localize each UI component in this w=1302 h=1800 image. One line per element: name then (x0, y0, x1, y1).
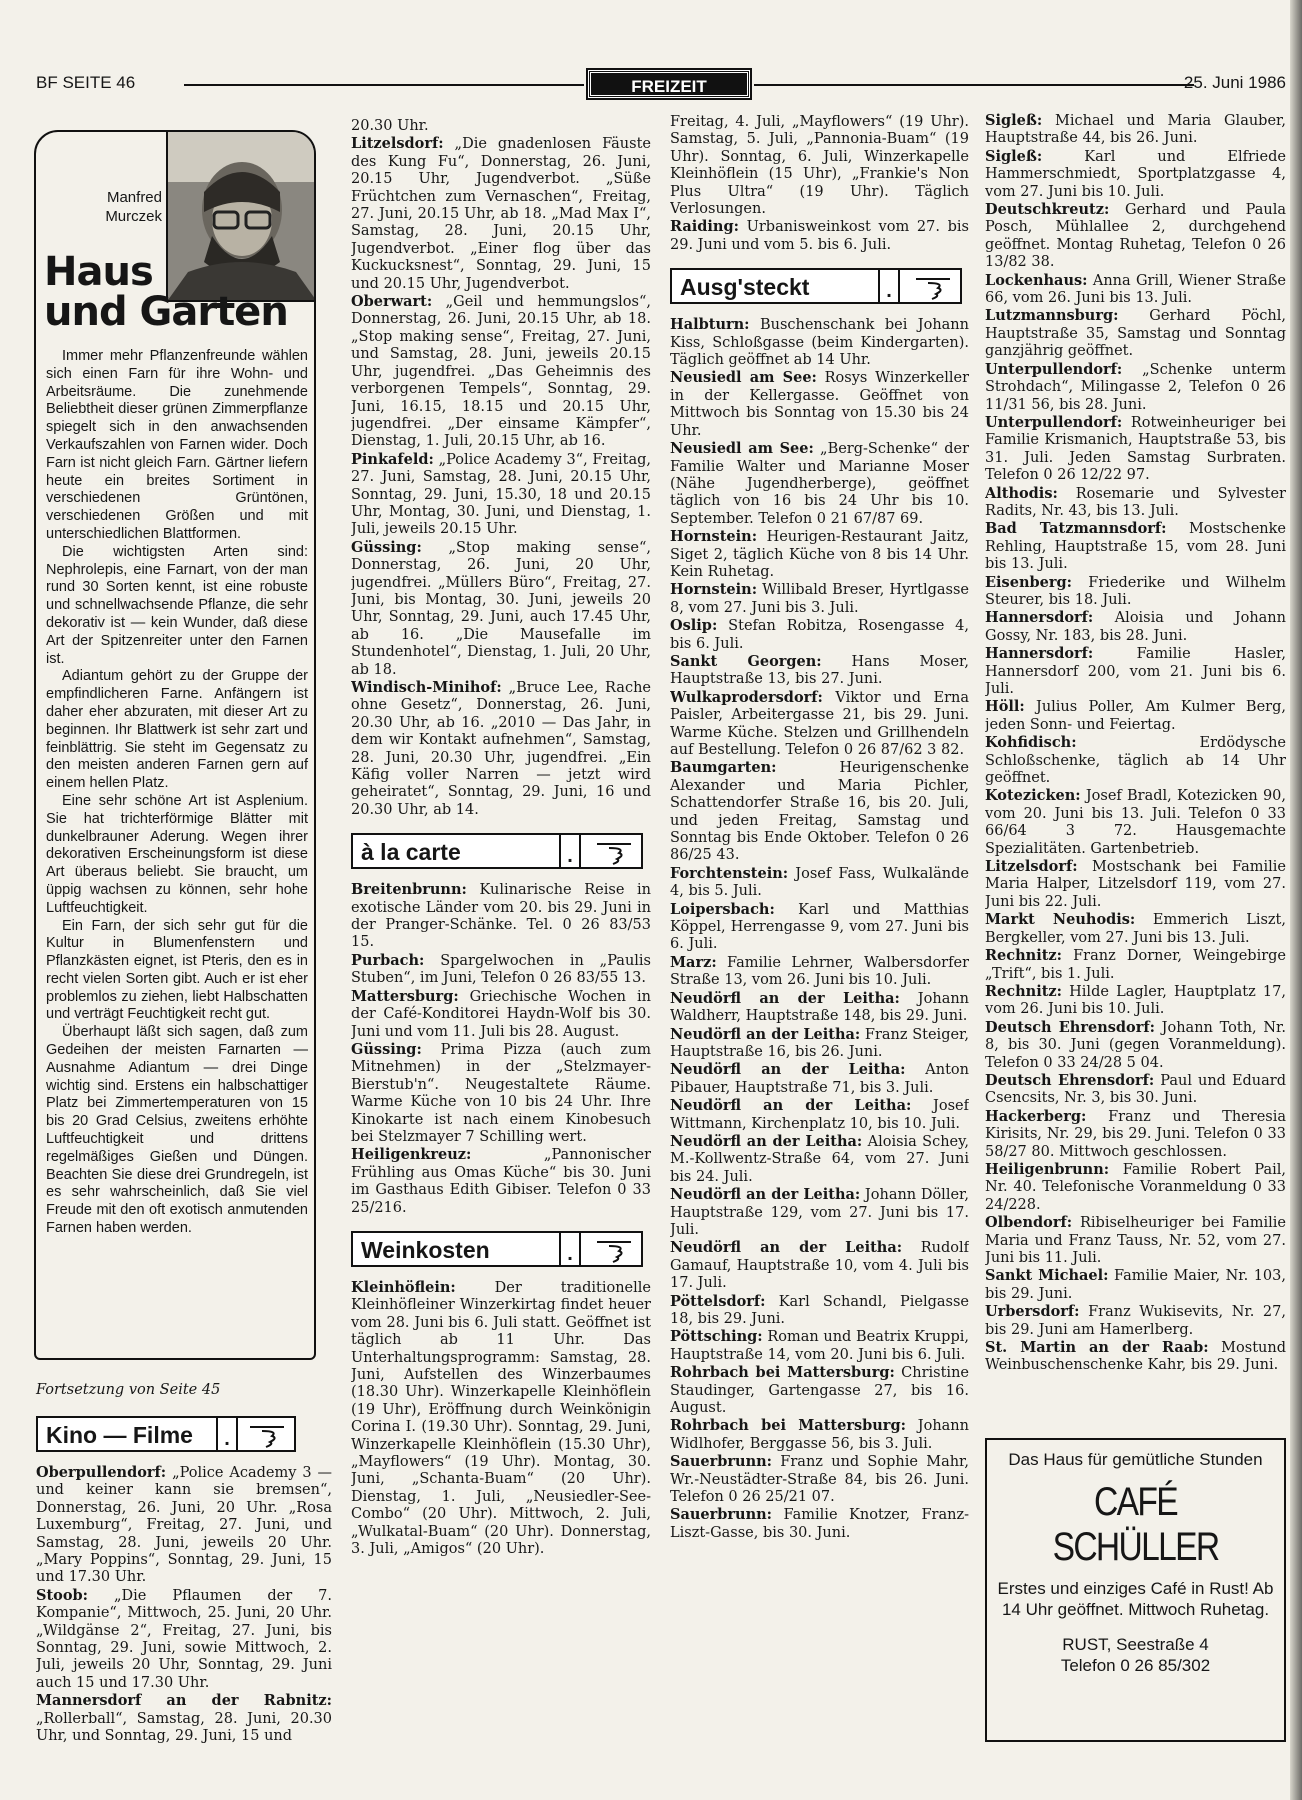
list-item: Purbach: Spargelwochen in „Paulis Stuben“, im Juni, Telefon 0 26 83/55 13. (351, 951, 651, 987)
list-item: Neudörfl an der Leitha: Franz Steiger, Hauptstraße 16, bis 26. Juni. (670, 1025, 969, 1060)
list-item: Hornstein: Willibald Breser, Hyrtlgasse 8, vom 27. Juni bis 3. Juli. (670, 581, 969, 616)
list-item: Höll: Julius Poller, Am Kulmer Berg, jeden Sonn- und Feiertag. (985, 698, 1286, 733)
cafe-advertisement: Das Haus für gemütliche Stunden CAFÉ SCHÜLLER Erstes und einziges Café in Rust! Ab 14 Uhr geöffnet. Mittwoch Ruhetag. RUST, Seestraße 4 Telefon 0 26 85/302 (985, 1438, 1286, 1742)
list-item: Litzelsdorf: „Die gnadenlosen Fäuste des Kung Fu“, Donnerstag, 26. Juni, 20.15 Uhr, Jugendverbot. „Süße Früchtchen zum Vernaschen“, Freitag, 27. Juni, 20.15 Uhr, ab 18. „Mad Max I“, Samstag, 28. Juni, 20.15 Uhr, Jugendverbot. „Einer flog über das Kuckucksnest“, Sonntag, 29. Juni, 15 und 20.15 Uhr, Jugendverbot. (351, 135, 651, 292)
list-item: Eisenberg: Friederike und Wilhelm Steurer, bis 18. Juli. (985, 573, 1286, 608)
list-item: Lockenhaus: Anna Grill, Wiener Straße 66, vom 26. Juni bis 13. Juli. (985, 271, 1286, 307)
list-item: Markt Neuhodis: Emmerich Liszt, Bergkeller, vom 27. Juni bis 13. Juli. (985, 911, 1286, 946)
pointing-hand-icon (248, 1422, 286, 1448)
list-item: Hannersdorf: Familie Hasler, Hannersdorf 200, vom 21. Juni bis 6. Juli. (985, 645, 1286, 697)
list-item: Sigleß: Karl und Elfriede Hammerschmiedt, Sportplatzgasse 4, vom 27. Juni bis 10. Juli. (985, 147, 1286, 200)
list-item: Althodis: Rosemarie und Sylvester Radits, Nr. 43, bis 13. Juli. (985, 484, 1286, 519)
list-item: Marz: Familie Lehrner, Walbersdorfer Straße 13, vom 26. Juni bis 10. Juli. (670, 953, 969, 989)
list-item: Breitenbrunn: Kulinarische Reise in exotische Länder vom 20. bis 29. Juni in der Pranger-Schänke. Tel. 0 26 83/53 15. (351, 881, 651, 951)
author-name: Manfred Murczek (105, 189, 162, 225)
section-heading: Ausg'steckt . (670, 268, 962, 304)
list-item: Neudörfl an der Leitha: Anton Pibauer, Hauptstraße 71, bis 3. Juli. (670, 1061, 969, 1096)
list-item: Olbendorf: Ribiselheuriger bei Familie Maria und Franz Tauss, Nr. 52, vom 27. Juni bis 11. Juli. (985, 1214, 1286, 1266)
list-item: Hackerberg: Franz und Theresia Kirisits, Nr. 29, bis 29. Juni. Telefon 0 33 58/27 80. Mittwoch geschlossen. (985, 1107, 1286, 1160)
list-item: Rohrbach bei Mattersburg: Johann Widlhofer, Berggasse 56, bis 3. Juli. (670, 1417, 969, 1452)
list-item: Oberwart: „Geil und hemmungslos“, Donnerstag, 26. Juni, 20.15 Uhr, ab 18. „Stop making sense“, Freitag, 27. Juni, und Samstag, 28. Juni, jeweils 20.15 Uhr, jugendfrei. „Das Geheimnis des verborgenen Tempels“, Sonntag, 29. Juni, 16.15, 18.15 und 20.15 Uhr, jugendfrei. „Der einsame Kämpfer“, Dienstag, 1. Juli, 20.15 Uhr, ab 16. (351, 293, 651, 450)
list-item: Sigleß: Michael und Maria Glauber, Hauptstraße 44, bis 26. Juni. (985, 112, 1286, 147)
list-item: Raiding: Urbanisweinkost vom 27. bis 29. Juni und vom 5. bis 6. Juli. (670, 218, 969, 253)
list-item: Sauerbrunn: Franz und Sophie Mahr, Wr.-Neustädter-Straße 84, bis 26. Juni. Telefon 0 26 25/21 07. (670, 1453, 969, 1506)
list-item: St. Martin an der Raab: Mostund Weinbuschenschenke Kahr, bis 29. Juni. (985, 1339, 1286, 1374)
page-header (36, 70, 1286, 100)
feature-title: Haus und Garten (44, 249, 288, 335)
list-item: Urbersdorf: Franz Wukisevits, Nr. 27, bis 29. Juni am Hamerlberg. (985, 1303, 1286, 1338)
list-item: Rechnitz: Franz Dorner, Weingebirge „Trift“, bis 1. Juli. (985, 947, 1286, 982)
list-item: Loipersbach: Karl und Matthias Köppel, Herrengasse 9, vom 27. Juni bis 6. Juli. (670, 900, 969, 953)
section-heading: à la carte . (351, 833, 643, 869)
list-item: Unterpullendorf: „Schenke unterm Strohdach“, Milingasse 2, Telefon 0 26 11/31 56, bis 28. Juni. (985, 360, 1286, 413)
list-item: Heiligenbrunn: Familie Robert Pail, Nr. 40. Telefonische Voranmeldung 0 33 24/228. (985, 1160, 1286, 1213)
feature-body: Immer mehr Pflanzenfreunde wählen sich einen Farn für ihre Wohn- und Arbeitsräume. Die zunehmende Beliebtheit dieser grünen Zimmerpflanze spiegelt sich in den anwachsenden Verkaufszahlen von Farnen wider. Doch Farn ist nicht gleich Farn. Gärtner liefern heute ein breites Sortiment in verschiedenen Grüntönen, verschiedenen Größen und mit unterschiedlichen Blattformen. Die wichtigsten Arten sind: Nephrolepis, eine Farnart, von der man rund 30 Sorten kennt, ist eine robuste und schnellwachsende Pflanze, die sehr dekorativ ist — kein Wunder, daß diese Art der Spitzenreiter unter den Farnen ist. Adiantum gehört zu der Gruppe der empfindlicheren Farne. Anfängern ist daher eher abzuraten, mit dieser Art zu beginnen. Ihr Blattwerk ist sehr zart und feinblättrig. Sie steht im Gegensatz zu den meisten anderen Farnen gern auf einem hellen Platz. Eine sehr schöne Art ist Asplenium. Sie hat trichterförmige Blätter mit dunkelbrauner Aderung. Wegen ihrer dekorativen Erscheinungsform ist diese Art überaus beliebt. Sie braucht, um üppig wachsen zu können, sehr hohe Luftfeuchtigkeit. Ein Farn, der sich sehr gut für die Kultur in Blumenfenstern und Pflanzkästen eignet, ist Pteris, den es in recht vielen Sorten gibt. Auch er ist eher problemlos zu ziehen, liebt Halbschatten und verträgt Feuchtigkeit recht gut. Überhaupt läßt sich sagen, daß zum Gedeihen der meisten Farnarten — Ausnahme Adiantum — drei Dinge wichtig sind. Erstens ein halbschattiger Platz bei Zimmertemperaturen von 15 bis 20 Grad Celsius, zweitens erhöhte Luftfeuchtigkeit und drittens regelmäßiges Gießen und Düngen. Beachten Sie diese drei Grundregeln, ist es sehr wahrscheinlich, daß Sie viel Freude mit den oft exotisch anmutenden Farnen haben werden. (46, 348, 308, 1237)
list-item: Wulkaprodersdorf: Viktor und Erna Paisler, Arbeitergasse 21, bis 29. Juni. Warme Küche. Stelzen und Grillhendeln auf Bestellung. Telefon 0 26 87/62 3 82. (670, 688, 969, 758)
list-item: Bad Tatzmannsdorf: Mostschenke Rehling, Hauptstraße 15, vom 28. Juni bis 13. Juli. (985, 520, 1286, 573)
list-item: Güssing: „Stop making sense“, Donnerstag, 26. Juni, 20 Uhr, jugendfrei. „Müllers Büro“, Freitag, 27. Juni, bis Montag, 30. Juni, jeweils 20 Uhr, Sonntag, 29. Juni, auch 17.45 Uhr, ab 16. „Die Mausefalle im Stundenhotel“, Dienstag, 1. Juli, 20 Uhr, ab 18. (351, 538, 651, 678)
list-item: Kohfidisch: Erdödysche Schloßschenke, täglich ab 14 Uhr geöffnet. (985, 734, 1286, 787)
list-item: Sankt Georgen: Hans Moser, Hauptstraße 13, bis 27. Juni. (670, 652, 969, 688)
list-item: Neudörfl an der Leitha: Johann Waldherr, Hauptstraße 148, bis 29. Juni. (670, 989, 969, 1025)
list-item: Neudörfl an der Leitha: Josef Wittmann, Kirchenplatz 10, bis 10. Juli. (670, 1097, 969, 1132)
list-item: Güssing: Prima Pizza (auch zum Mitnehmen) in der „Stelzmayer-Bierstub'n“. Neugestaltete Räume. Warme Küche von 10 bis 24 Uhr. Ihre Kinokarte ist nach einem Kinobesuch bei Stelzmayer 7 Schilling wert. (351, 1040, 651, 1145)
list-item: Lutzmannsburg: Gerhard Pöchl, Hauptstraße 35, Samstag und Sonntag ganzjährig geöffnet. (985, 307, 1286, 360)
section-heading: Weinkosten . (351, 1231, 643, 1267)
pointing-hand-icon (595, 1237, 633, 1263)
list-item: Hannersdorf: Aloisia und Johann Gossy, Nr. 183, bis 28. Juni. (985, 609, 1286, 644)
list-item: Neudörfl an der Leitha: Aloisia Schey, M.-Kollwentz-Straße 64, vom 27. Juni bis 24. Juli. (670, 1132, 969, 1185)
list-item: Mattersburg: Griechische Wochen in der Café-Konditorei Haydn-Wolf bis 30. Juni und vom 11. Juli bis 28. August. (351, 987, 651, 1040)
list-item: Pöttelsdorf: Karl Schandl, Pielgasse 18, bis 29. Juni. (670, 1292, 969, 1327)
column-2: 20.30 Uhr. Litzelsdorf: „Die gnadenlosen Fäuste des Kung Fu“, Donnerstag, 26. Juni, 20.15 Uhr, Jugendverbot. „Süße Früchtchen zum Vernaschen“, Freitag, 27. Juni, 20.15 Uhr, ab 18. „Mad Max I“, Samstag, 28. Juni, 20.15 Uhr, Jugendverbot. „Einer flog über das Kuckucksnest“, Sonntag, 29. Juni, 15 und 20.15 Uhr, Jugendverbot. Oberwart: „Geil und hemmungslos“, Donnerstag, 26. Juni, 20.15 Uhr, ab 18. „Stop making sense“, Freitag, 27. Juni, und Samstag, 28. Juni, jeweils 20.15 Uhr, jugendfrei. „Das Geheimnis des verborgenen Tempels“, Sonntag, 29. Juni, 16.15, 18.15 und 20.15 Uhr, jugendfrei. „Der einsame Kämpfer“, Dienstag, 1. Juli, 20.15 Uhr, ab 16. Pinkafeld: „Police Academy 3“, Freitag, 27. Juni, Samstag, 28. Juni, 20.15 Uhr, Sonntag, 29. Juni, 15.30, 18 und 20.15 Uhr, Montag, 30. Juni, und Dienstag, 1. Juli, jeweils 20.15 Uhr. Güssing: „Stop making sense“, Donnerstag, 26. Juni, 20 Uhr, jugendfrei. „Müllers Büro“, Freitag, 27. Juni, bis Montag, 30. Juni, jeweils 20 Uhr, Sonntag, 29. Juni, auch 17.45 Uhr, ab 16. „Die Mausefalle im Stundenhotel“, Dienstag, 1. Juli, 20 Uhr, ab 18. Windisch-Minihof: „Bruce Lee, Rache ohne Gesetz“, Donnerstag, 26. Juni, 20.30 Uhr, ab 16. „2010 — Das Jahr, in dem wir Kontakt aufnehmen“, Samstag, 28. Juni, 20.30 Uhr, jugendfrei. „Ein Käfig voller Narren — jetzt wird geheiratet“, Sonntag, 29. Juni, 16 und 20.30 Uhr, ab 14. à la carte . Breitenbrunn: Kulinarische Reise in exotische Länder vom 20. bis 29. Juni in der Pranger-Schänke. Tel. 0 26 83/53 15. Purbach: Spargelwochen in „Paulis Stuben“, im Juni, Telefon 0 26 83/55 13. Mattersburg: Griechische Wochen in der Café-Konditorei Haydn-Wolf bis 30. Juni und vom 11. Juli bis 28. August. Güssing: Prima Pizza (auch zum Mitnehmen) in der „Stelzmayer-Bierstub'n“. Neugestaltete Räume. Warme Küche von 10 bis 24 Uhr. Ihre Kinokarte ist nach einem Kinobesuch bei Stelzmayer 7 Schilling wert. Heiligenkreuz: „Pannonischer Frühling aus Omas Küche“ bis 30. Juni im Gasthaus Edith Gibiser. Telefon 0 33 25/216. Weinkosten . Kleinhöflein: Der traditionelle Kleinhöfleiner Winzerkirtag findet heuer vom 28. Juni bis 6. Juli statt. Geöffnet ist täglich ab 11 Uhr. Das Unterhaltungsprogramm: Samstag, 28. Juni, Aufstellen des Winzerbaumes (18.30 Uhr). Winzerkapelle Kleinhöflein (19 Uhr), Eröffnung durch Weinkönigin Corina I. (19.30 Uhr). Sonntag, 29. Juni, Winzerkapelle Kleinhöflein (15.30 Uhr), „Mayflowers“ (19 Uhr). Montag, 30. Juni, „Schanta-Buam“ (20 Uhr). Dienstag, 1. Juli, „Neusiedler-See-Combo“ (20 Uhr). Mittwoch, 2. Juli, „Wulkatal-Buam“ (20 Uhr). Donnerstag, 3. Juli, „Amigos“ (20 Uhr). (351, 118, 651, 1558)
list-item: Litzelsdorf: Mostschank bei Familie Maria Halper, Litzelsdorf 119, vom 27. Juni bis 22. Juli. (985, 858, 1286, 910)
list-item: Heiligenkreuz: „Pannonischer Frühling aus Omas Küche“ bis 30. Juni im Gasthaus Edith Gibiser. Telefon 0 33 25/216. (351, 1146, 651, 1216)
list-item: Neusiedl am See: „Berg-Schenke“ der Familie Walter und Marianne Moser (Nähe Jugendherberge), geöffnet täglich von 16 bis 24 Uhr bis 10. September. Telefon 0 21 67/87 69. (670, 440, 969, 527)
list-item: Rechnitz: Hilde Lagler, Hauptplatz 17, vom 26. Juni bis 10. Juli. (985, 982, 1286, 1018)
page-number: BF SEITE 46 (36, 73, 136, 92)
list-item: Forchtenstein: Josef Fass, Wulkalände 4, bis 5. Juli. (670, 864, 969, 900)
continuation-note: Fortsetzung von Seite 45 (36, 1382, 221, 1398)
cafe-name: CAFÉ SCHÜLLER (1052, 1480, 1219, 1569)
list-item: Neusiedl am See: Rosys Winzerkeller in der Kellergasse. Geöffnet von Mittwoch bis Sonntag von 15.30 bis 24 Uhr. (670, 369, 969, 439)
list-item: Rohrbach bei Mattersburg: Christine Staudinger, Gartengasse 27, bis 16. August. (670, 1364, 969, 1417)
page-edge (1290, 0, 1302, 1800)
list-item: Hornstein: Heurigen-Restaurant Jaitz, Siget 2, täglich Küche von 8 bis 14 Uhr. Kein Ruhetag. (670, 528, 969, 580)
list-item: Neudörfl an der Leitha: Rudolf Gamauf, Hauptstraße 10, vom 4. Juli bis 17. Juli. (670, 1239, 969, 1292)
list-item: Sankt Michael: Familie Maier, Nr. 103, bis 29. Juni. (985, 1267, 1286, 1302)
list-item: Deutsch Ehrensdorf: Paul und Eduard Csencsits, Nr. 3, bis 30. Juni. (985, 1071, 1286, 1107)
list-item: Unterpullendorf: Rotweinheuriger bei Familie Krismanich, Hauptstraße 53, bis 31. Juli. Jeden Samstag Surbraten. Telefon 0 26 12/22 97. (985, 413, 1286, 484)
section-title: FREIZEIT (588, 70, 750, 98)
column-3: Freitag, 4. Juli, „Mayflowers“ (19 Uhr). Samstag, 5. Juli, „Pannonia-Buam“ (19 Uhr). Sonntag, 6. Juli, Winzerkapelle Kleinhöflein (15 Uhr), „Frankie's Non Plus Ultra“ (19 Uhr). Täglich Verlosungen. Raiding: Urbanisweinkost vom 27. bis 29. Juni und vom 5. bis 6. Juli. Ausg'steckt . Halbturn: Buschenschank bei Johann Kiss, Schloßgasse (beim Kindergarten). Täglich geöffnet ab 14 Uhr. Neusiedl am See: Rosys Winzerkeller in der Kellergasse. Geöffnet von Mittwoch bis Sonntag von 15.30 bis 24 Uhr. Neusiedl am See: „Berg-Schenke“ der Familie Walter und Marianne Moser (Nähe Jugendherberge), geöffnet täglich von 16 bis 24 Uhr bis 10. September. Telefon 0 21 67/87 69. Hornstein: Heurigen-Restaurant Jaitz, Siget 2, täglich Küche von 8 bis 14 Uhr. Kein Ruhetag. Hornstein: Willibald Breser, Hyrtlgasse 8, vom 27. Juni bis 3. Juli. Oslip: Stefan Robitza, Rosengasse 4, bis 6. Juli. Sankt Georgen: Hans Moser, Hauptstraße 13, bis 27. Juni. Wulkaprodersdorf: Viktor und Erna Paisler, Arbeitergasse 21, bis 29. Juni. Warme Küche. Stelzen und Grillhendeln auf Bestellung. Telefon 0 26 87/62 3 82. Baumgarten: Heurigenschenke Alexander und Maria Pichler, Schattendorfer Straße 16, bis 20. Juli, und jeden Freitag, Samstag und Sonntag bis Ende Oktober. Telefon 0 26 86/25 43. Forchtenstein: Josef Fass, Wulkalände 4, bis 5. Juli. Loipersbach: Karl und Matthias Köppel, Herrengasse 9, vom 27. Juni bis 6. Juli. Marz: Familie Lehrner, Walbersdorfer Straße 13, vom 26. Juni bis 10. Juli. Neudörfl an der Leitha: Johann Waldherr, Hauptstraße 148, bis 29. Juni. Neudörfl an der Leitha: Franz Steiger, Hauptstraße 16, bis 26. Juni. Neudörfl an der Leitha: Anton Pibauer, Hauptstraße 71, bis 3. Juli. Neudörfl an der Leitha: Josef Wittmann, Kirchenplatz 10, bis 10. Juli. Neudörfl an der Leitha: Aloisia Schey, M.-Kollwentz-Straße 64, vom 27. Juni bis 24. Juli. Neudörfl an der Leitha: Johann Döller, Hauptstraße 129, vom 27. Juni bis 17. Juli. Neudörfl an der Leitha: Rudolf Gamauf, Hauptstraße 10, vom 4. Juli bis 17. Juli. Pöttelsdorf: Karl Schandl, Pielgasse 18, bis 29. Juni. Pöttsching: Roman und Beatrix Kruppi, Hauptstraße 14, vom 20. Juni bis 6. Juli. Rohrbach bei Mattersburg: Christine Staudinger, Gartengasse 27, bis 16. August. Rohrbach bei Mattersburg: Johann Widlhofer, Berggasse 56, bis 3. Juli. Sauerbrunn: Franz und Sophie Mahr, Wr.-Neustädter-Straße 84, bis 26. Juni. Telefon 0 26 25/21 07. Sauerbrunn: Familie Knotzer, Franz-Liszt-Gasse, bis 30. Juni. (670, 114, 969, 1541)
section-heading: Kino — Filme . (36, 1416, 296, 1452)
pointing-hand-icon (914, 274, 952, 300)
list-item: Kleinhöflein: Der traditionelle Kleinhöfleiner Winzerkirtag findet heuer vom 28. Juni bis 6. Juli statt. Geöffnet ist täglich ab 11 Uhr. Das Unterhaltungsprogramm: Samstag, 28. Juni, Aufstellen des Winzerbaumes (18.30 Uhr). Winzerkapelle Kleinhöflein (19 Uhr), Eröffnung durch Weinkönigin Corina I. (19.30 Uhr). Sonntag, 29. Juni, Winzerkapelle Kleinhöflein (15.30 Uhr), „Mayflowers“ (19 Uhr). Montag, 30. Juni, „Schanta-Buam“ (20 Uhr). Dienstag, 1. Juli, „Neusiedler-See-Combo“ (20 Uhr). Mittwoch, 2. Juli, „Wulkatal-Buam“ (20 Uhr). Donnerstag, 3. Juli, „Amigos“ (20 Uhr). (351, 1278, 651, 1558)
list-item: Neudörfl an der Leitha: Johann Döller, Hauptstraße 129, vom 27. Juni bis 17. Juli. (670, 1186, 969, 1238)
list-item: Oslip: Stefan Robitza, Rosengasse 4, bis 6. Juli. (670, 617, 969, 652)
list-item: Pinkafeld: „Police Academy 3“, Freitag, 27. Juni, Samstag, 28. Juni, 20.15 Uhr, Sonntag, 29. Juni, 15.30, 18 und 20.15 Uhr, Montag, 30. Juni, und Dienstag, 1. Juli, jeweils 20.15 Uhr. (351, 450, 651, 538)
list-item: Kotezicken: Josef Bradl, Kotezicken 90, vom 20. Juni bis 13. Juli. Telefon 0 33 66/64 3 72. Hausgemachte Spezialitäten. Gartenbetrieb. (985, 787, 1286, 857)
list-item: Windisch-Minihof: „Bruce Lee, Rache ohne Gesetz“, Donnerstag, 26. Juni, 20.30 Uhr, ab 16. „2010 — Das Jahr, in dem wir Kontakt aufnehmen“, Samstag, 28. Juni, 20.30 Uhr, jugendfrei. „Ein Käfig voller Narren — jetzt wird geheiratet“, Sonntag, 29. Juni, 16 und 20.30 Uhr, ab 14. (351, 679, 651, 818)
kino-section: Kino — Filme . Oberpullendorf: „Police Academy 3 — und keiner kann sie bremsen“, Donnerstag, 26. Juni, 20 Uhr. „Rosa Luxemburg“, Freitag, 27. Juni, und Samstag, 28. Juni, jeweils 20 Uhr. „Mary Poppins“, Sonntag, 29. Juni, 15 und 17.30 Uhr. Stoob: „Die Pflaumen der 7. Kompanie“, Mittwoch, 25. Juni, 20 Uhr. „Wildgänse 2“, Freitag, 27. Juni, bis Sonntag, 29. Juni, sowie Mittwoch, 2. Juli, jeweils 20 Uhr, Sonntag, 29. Juni auch 15 und 17.30 Uhr. Mannersdorf an der Rabnitz: „Rollerball“, Samstag, 28. Juni, 20.30 Uhr, und Sonntag, 29. Juni, 15 und (36, 1396, 332, 1756)
list-item: Pöttsching: Roman und Beatrix Kruppi, Hauptstraße 14, vom 20. Juni bis 6. Juli. (670, 1328, 969, 1363)
list-item: Halbturn: Buschenschank bei Johann Kiss, Schloßgasse (beim Kindergarten). Täglich geöffnet ab 14 Uhr. (670, 316, 969, 369)
list-item: Sauerbrunn: Familie Knotzer, Franz-Liszt-Gasse, bis 30. Juni. (670, 1506, 969, 1541)
column-4 (985, 112, 1286, 1428)
feature-article (34, 130, 316, 1360)
list-item: Deutschkreutz: Gerhard und Paula Posch, Mühlallee 2, durchgehend geöffnet. Montag Ruhetag, Telefon 0 26 13/82 38. (985, 201, 1286, 271)
list-item: Deutsch Ehrensdorf: Johann Toth, Nr. 8, bis 30. Juni (gegen Voranmeldung). Telefon 0 33 24/28 5 04. (985, 1018, 1286, 1071)
issue-date: 25. Juni 1986 (1183, 73, 1286, 92)
list-item: Baumgarten: Heurigenschenke Alexander und Maria Pichler, Schattendorfer Straße 16, bis 20. Juli, und jeden Freitag, Samstag und Sonntag bis Ende Oktober. Telefon 0 26 86/25 43. (670, 759, 969, 864)
pointing-hand-icon (595, 839, 633, 865)
